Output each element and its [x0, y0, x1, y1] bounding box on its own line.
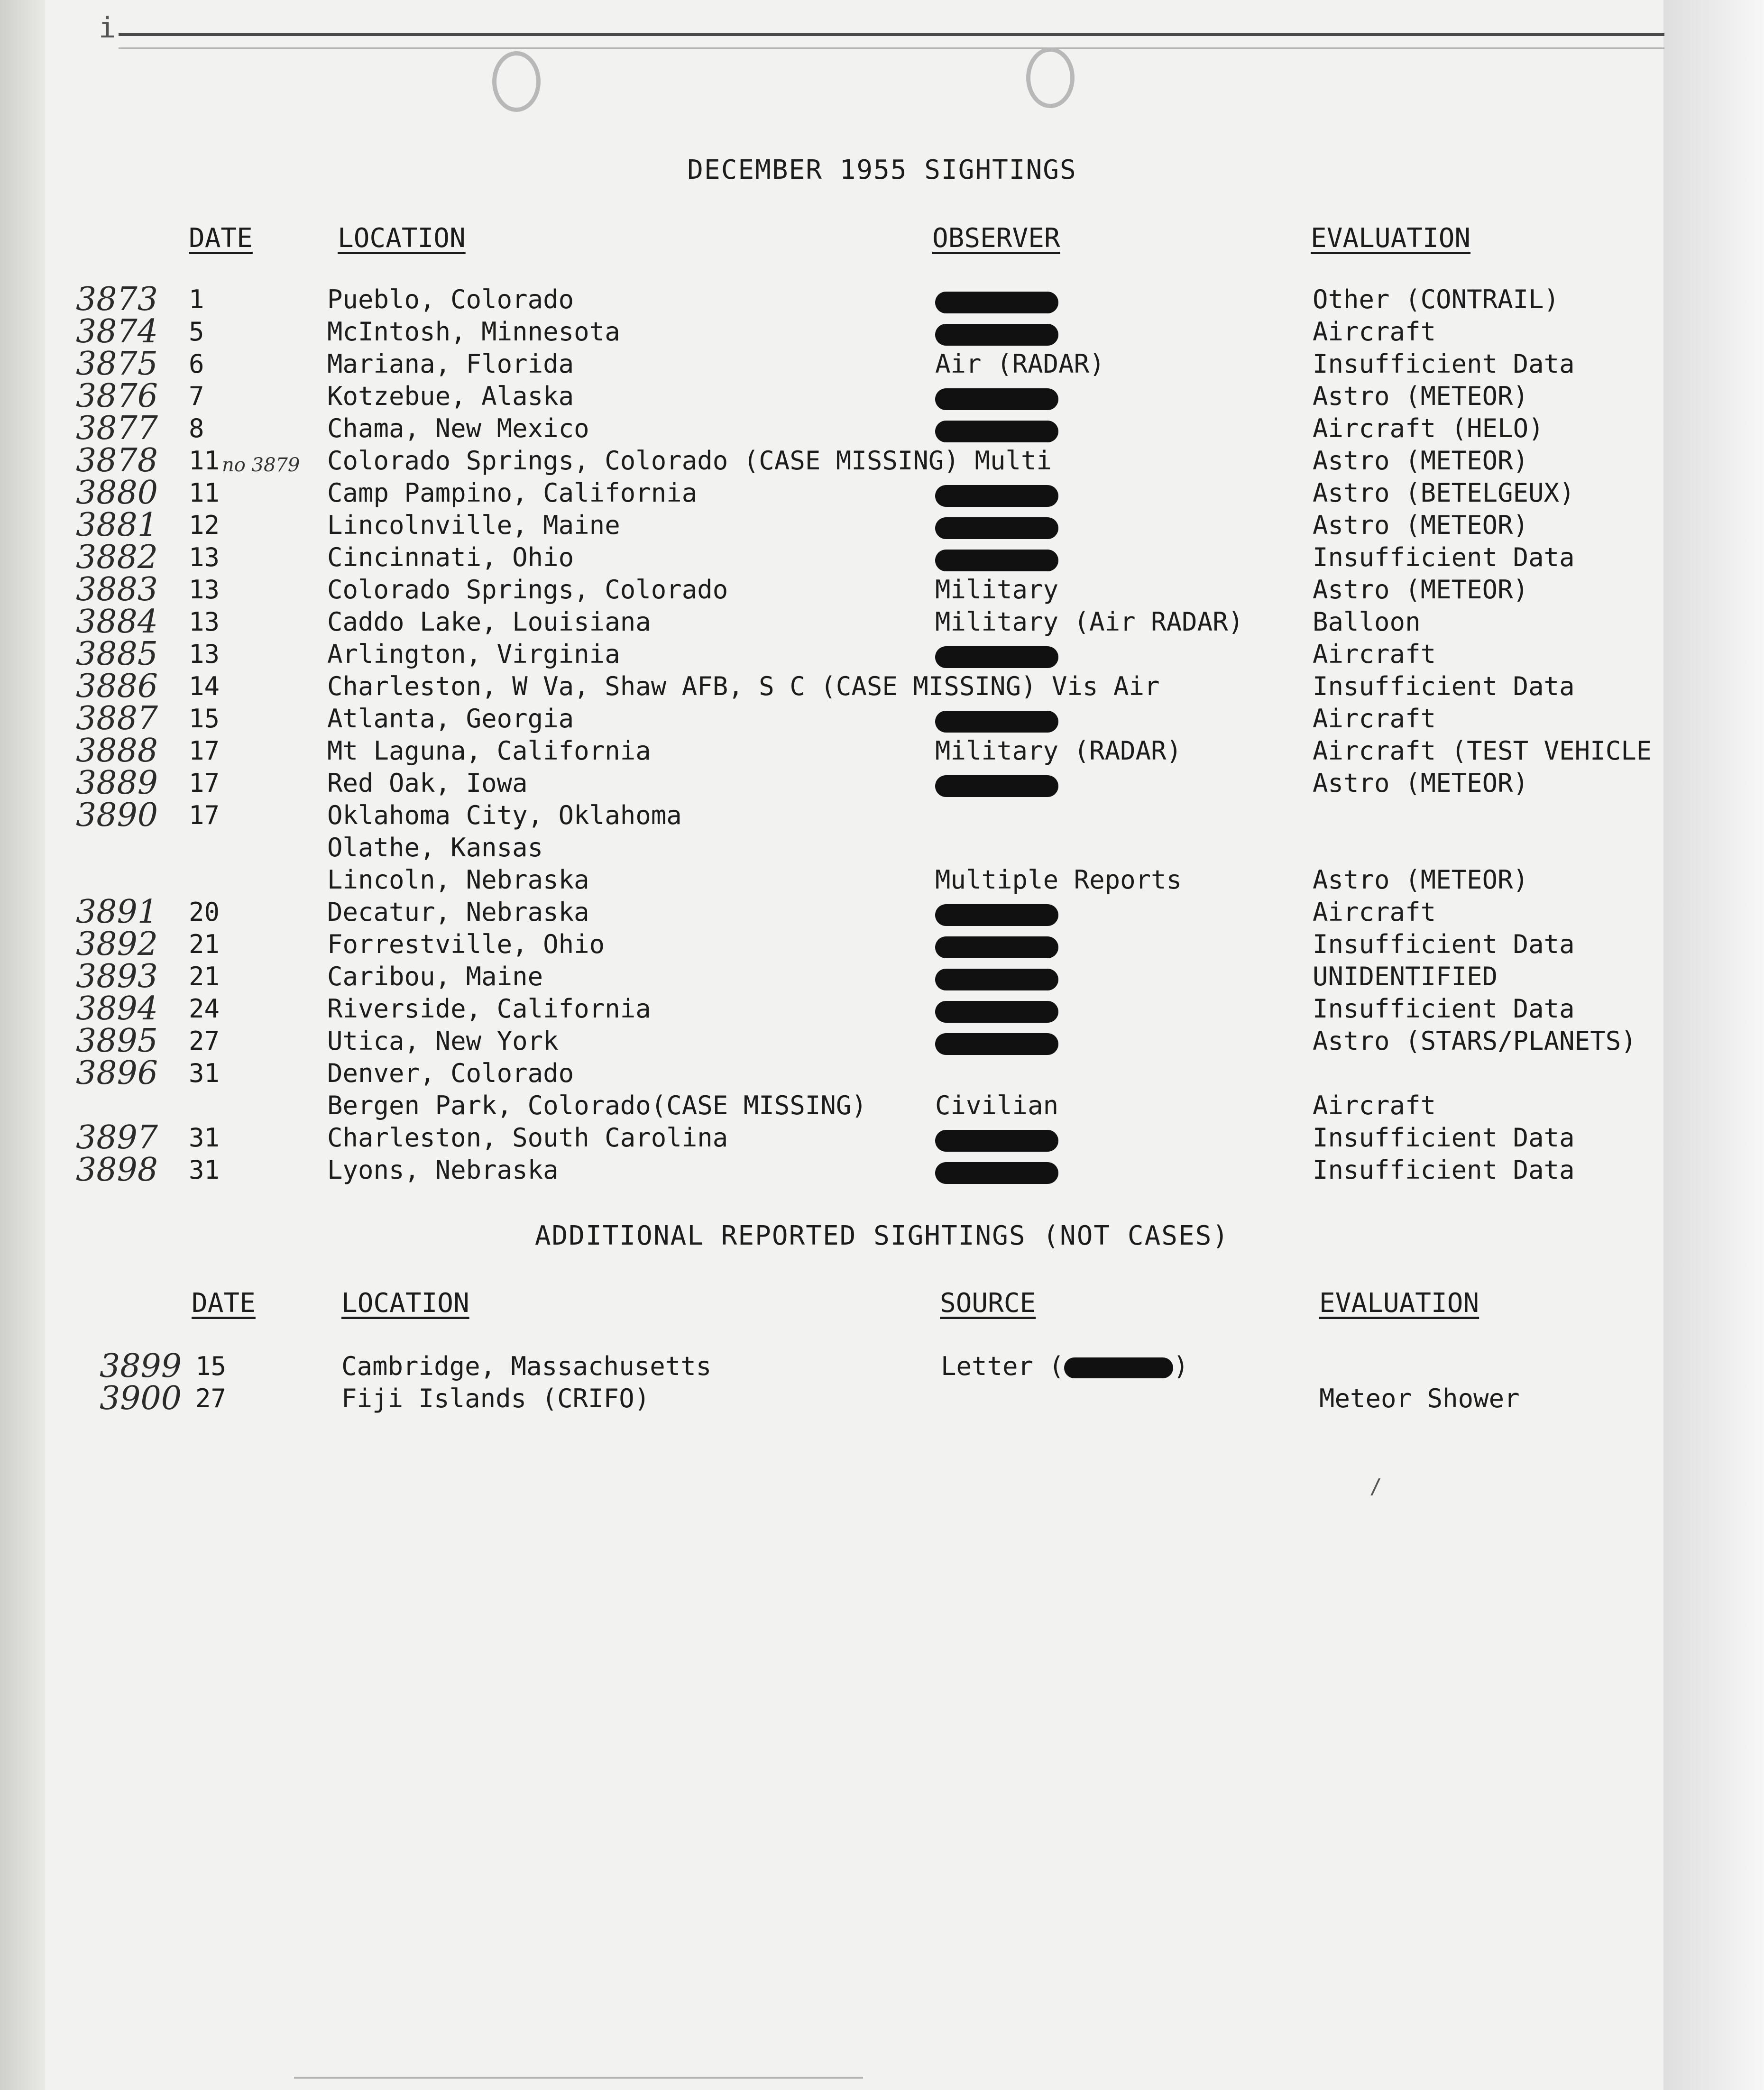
- case-number: 3886: [76, 668, 158, 705]
- case-number: 3899: [100, 1348, 182, 1385]
- table-row: [0, 958, 1764, 995]
- redaction-bar: [935, 936, 1058, 958]
- row-date: 7: [189, 381, 204, 411]
- case-number: 3873: [76, 281, 158, 318]
- row-date: 31: [189, 1058, 220, 1088]
- table-row: [0, 1054, 1764, 1092]
- row-date: 31: [189, 1155, 220, 1185]
- table-row: [0, 313, 1764, 350]
- case-number: 3894: [76, 990, 158, 1027]
- row-date: 20: [189, 897, 220, 927]
- row-observer: Military (RADAR): [935, 736, 1182, 766]
- table-row: [0, 668, 1764, 705]
- redaction-bar: [935, 711, 1058, 733]
- row-date: 21: [189, 962, 220, 991]
- punch-hole-right: [1026, 47, 1075, 108]
- row-location: Colorado Springs, Colorado (CASE MISSING) Multi: [327, 446, 1052, 476]
- row-observer: [935, 994, 1058, 1024]
- row-observer: Military (Air RADAR): [935, 607, 1244, 637]
- table-row: [0, 893, 1764, 931]
- table-row: [0, 281, 1764, 318]
- redaction-bar: [935, 1033, 1058, 1055]
- row-evaluation: Astro (METEOR): [1313, 446, 1529, 476]
- row-observer: [935, 1155, 1058, 1185]
- row-location: Lincolnville, Maine: [327, 510, 620, 540]
- row-evaluation: Aircraft (HELO): [1313, 413, 1544, 443]
- redaction-bar: [935, 485, 1058, 507]
- row-date: 13: [189, 575, 220, 605]
- row-evaluation: Astro (BETELGEUX): [1313, 478, 1575, 508]
- row-observer: [935, 704, 1058, 733]
- row-evaluation: Balloon: [1313, 607, 1421, 637]
- row-date: 21: [189, 929, 220, 959]
- stray-mark: /: [1369, 1475, 1382, 1499]
- row-location: Lyons, Nebraska: [327, 1155, 559, 1185]
- row-observer: Military: [935, 575, 1059, 605]
- row-observer: [935, 1026, 1058, 1056]
- row-observer: [935, 317, 1058, 347]
- row-evaluation: Astro (METEOR): [1313, 510, 1529, 540]
- row-evaluation: Astro (METEOR): [1313, 575, 1529, 605]
- table-row: [0, 474, 1764, 512]
- additional-row: [0, 1380, 1764, 1417]
- case-number: 3897: [76, 1119, 158, 1156]
- row-location: Mariana, Florida: [327, 349, 574, 379]
- case-number: 3889: [76, 764, 158, 802]
- additional-title: ADDITIONAL REPORTED SIGHTINGS (NOT CASES): [534, 1220, 1230, 1251]
- table-row: [0, 990, 1764, 1027]
- redaction-bar: [935, 550, 1058, 571]
- case-number: 3900: [100, 1380, 182, 1417]
- case-number: 3888: [76, 732, 158, 770]
- row-evaluation: Aircraft: [1313, 1091, 1436, 1120]
- redaction-bar: [935, 969, 1058, 990]
- top-border-line: [119, 33, 1664, 36]
- table-row: [0, 865, 1764, 897]
- redaction-bar: [935, 324, 1058, 346]
- table-row: [0, 764, 1764, 802]
- row-date: 13: [189, 607, 220, 637]
- row-evaluation: Insufficient Data: [1313, 542, 1575, 572]
- case-number: 3891: [76, 893, 158, 931]
- redaction-bar: [935, 775, 1058, 797]
- row-evaluation: Insufficient Data: [1313, 349, 1575, 379]
- row-observer: [935, 639, 1058, 669]
- row-location: Oklahoma City, Oklahoma: [327, 800, 682, 830]
- row-location: Riverside, California: [327, 994, 651, 1024]
- row-observer: [935, 929, 1058, 959]
- case-number: 3881: [76, 506, 158, 544]
- row-location: Camp Pampino, California: [327, 478, 698, 508]
- row-evaluation: Insufficient Data: [1313, 1155, 1575, 1185]
- row-observer: [935, 962, 1058, 991]
- row-date: 24: [189, 994, 220, 1024]
- redaction-bar: [935, 421, 1058, 442]
- case-number: 3895: [76, 1022, 158, 1060]
- additional-header-date: DATE: [192, 1288, 256, 1319]
- table-row: [0, 603, 1764, 641]
- top-border-line-faint: [119, 47, 1664, 49]
- case-number: 3874: [76, 313, 158, 350]
- source-close-paren: ): [1173, 1351, 1189, 1381]
- row-evaluation: Aircraft: [1313, 317, 1436, 347]
- case-number: 3892: [76, 926, 158, 963]
- row-evaluation: UNIDENTIFIED: [1313, 962, 1498, 991]
- table-row: [0, 732, 1764, 770]
- table-row: [0, 345, 1764, 383]
- row-location: Chama, New Mexico: [327, 413, 589, 443]
- row-location: Cincinnati, Ohio: [327, 542, 574, 572]
- row-date: 13: [189, 639, 220, 669]
- additional-row: [0, 1348, 1764, 1385]
- row-evaluation: Insufficient Data: [1313, 929, 1575, 959]
- row-date: 27: [189, 1026, 220, 1056]
- additional-header-location: LOCATION: [341, 1288, 469, 1319]
- row-observer: [935, 478, 1058, 508]
- row-location: Pueblo, Colorado: [327, 284, 574, 314]
- redaction-bar: [935, 1162, 1058, 1184]
- row-evaluation: Aircraft: [1313, 704, 1436, 733]
- case-number: 3893: [76, 958, 158, 995]
- row-date: 6: [189, 349, 204, 379]
- row-location: Decatur, Nebraska: [327, 897, 589, 927]
- row-location: Fiji Islands (CRIFO): [341, 1384, 650, 1413]
- row-evaluation: Aircraft (TEST VEHICLE: [1313, 736, 1652, 766]
- row-date: 31: [189, 1123, 220, 1153]
- case-number: 3876: [76, 377, 158, 415]
- row-observer: [935, 542, 1058, 572]
- row-location: Utica, New York: [327, 1026, 559, 1056]
- row-observer: [935, 1123, 1058, 1153]
- row-evaluation: Astro (STARS/PLANETS): [1313, 1026, 1636, 1056]
- row-location: Kotzebue, Alaska: [327, 381, 574, 411]
- row-location: Denver, Colorado: [327, 1058, 574, 1088]
- row-date: 17: [189, 800, 220, 830]
- row-evaluation: Astro (METEOR): [1313, 768, 1529, 798]
- case-number: 3887: [76, 700, 158, 737]
- row-evaluation: Astro (METEOR): [1313, 865, 1529, 895]
- case-number: 3890: [76, 797, 158, 834]
- row-location: Charleston, South Carolina: [327, 1123, 728, 1153]
- header-date: DATE: [189, 223, 253, 254]
- row-date: 17: [189, 736, 220, 766]
- row-date: 5: [189, 317, 204, 347]
- table-row: [0, 797, 1764, 834]
- document-title: DECEMBER 1955 SIGHTINGS: [687, 155, 1077, 185]
- row-date: 1: [189, 284, 204, 314]
- header-observer: OBSERVER: [932, 223, 1060, 254]
- table-row: [0, 539, 1764, 576]
- row-observer: [935, 768, 1058, 798]
- case-number: 3898: [76, 1151, 158, 1189]
- row-date: 11: [189, 478, 220, 508]
- case-number: 3882: [76, 539, 158, 576]
- row-date: 12: [189, 510, 220, 540]
- case-number: 3883: [76, 571, 158, 608]
- row-location: Forrestville, Ohio: [327, 929, 605, 959]
- row-evaluation: Aircraft: [1313, 639, 1436, 669]
- row-date: 17: [189, 768, 220, 798]
- row-date: 13: [189, 542, 220, 572]
- row-location: Lincoln, Nebraska: [327, 865, 589, 895]
- redaction-bar: [935, 1130, 1058, 1152]
- row-evaluation: Other (CONTRAIL): [1313, 284, 1560, 314]
- row-location: Bergen Park, Colorado(CASE MISSING): [327, 1091, 867, 1120]
- table-row: [0, 926, 1764, 963]
- row-date: 8: [189, 413, 204, 443]
- punch-hole-left: [492, 51, 541, 112]
- table-row: [0, 571, 1764, 608]
- header-location: LOCATION: [338, 223, 466, 254]
- row-location: McIntosh, Minnesota: [327, 317, 620, 347]
- row-location: Cambridge, Massachusetts: [341, 1351, 712, 1381]
- row-location: Charleston, W Va, Shaw AFB, S C (CASE MISSING) Vis Air: [327, 671, 1160, 701]
- row-location: Atlanta, Georgia: [327, 704, 574, 733]
- redaction-bar: [935, 646, 1058, 668]
- row-date: 15: [189, 704, 220, 733]
- table-row: [0, 377, 1764, 415]
- table-row: [0, 635, 1764, 673]
- table-row: [0, 700, 1764, 737]
- table-row: [0, 1022, 1764, 1060]
- redaction-bar: [935, 1001, 1058, 1023]
- bottom-border-line: [294, 2077, 863, 2079]
- additional-header-evaluation: EVALUATION: [1319, 1288, 1479, 1319]
- case-number: 3884: [76, 603, 158, 641]
- table-row: [0, 833, 1764, 865]
- row-observer: [935, 413, 1058, 443]
- case-number: 3878: [76, 442, 158, 479]
- case-number: 3885: [76, 635, 158, 673]
- row-date: 15: [195, 1351, 227, 1381]
- row-observer: Air (RADAR): [935, 349, 1105, 379]
- row-location: Colorado Springs, Colorado: [327, 575, 728, 605]
- table-row: [0, 410, 1764, 447]
- table-row: [0, 1151, 1764, 1189]
- row-source: Letter ( ): [941, 1351, 1189, 1381]
- case-number: 3875: [76, 345, 158, 383]
- corner-mark: i: [99, 11, 116, 45]
- table-row: [0, 1119, 1764, 1156]
- row-location: Olathe, Kansas: [327, 833, 543, 862]
- header-evaluation: EVALUATION: [1311, 223, 1471, 254]
- redaction-bar: [1064, 1357, 1173, 1378]
- row-date: 11: [189, 446, 220, 476]
- row-observer: [935, 510, 1058, 540]
- row-observer: [935, 381, 1058, 411]
- redaction-bar: [935, 388, 1058, 410]
- redaction-bar: [935, 292, 1058, 313]
- row-observer: [935, 897, 1058, 927]
- row-evaluation: Insufficient Data: [1313, 1123, 1575, 1153]
- row-evaluation: Aircraft: [1313, 897, 1436, 927]
- row-evaluation: Insufficient Data: [1313, 994, 1575, 1024]
- row-date: 27: [195, 1384, 227, 1413]
- row-evaluation: Insufficient Data: [1313, 671, 1575, 701]
- row-location: Red Oak, Iowa: [327, 768, 528, 798]
- row-date: 14: [189, 671, 220, 701]
- additional-header-source: SOURCE: [940, 1288, 1036, 1319]
- case-number: 3880: [76, 474, 158, 512]
- table-row: [0, 1091, 1764, 1123]
- row-location: Caribou, Maine: [327, 962, 543, 991]
- row-location: Caddo Lake, Louisiana: [327, 607, 651, 637]
- row-location: Mt Laguna, California: [327, 736, 651, 766]
- redaction-bar: [935, 517, 1058, 539]
- redaction-bar: [935, 904, 1058, 926]
- row-observer: Civilian: [935, 1091, 1059, 1120]
- row-evaluation: Astro (METEOR): [1313, 381, 1529, 411]
- case-number: 3896: [76, 1054, 158, 1092]
- row-evaluation: Meteor Shower: [1319, 1384, 1520, 1413]
- row-location: Arlington, Virginia: [327, 639, 620, 669]
- margin-note: no 3879: [222, 454, 300, 476]
- row-observer: [935, 284, 1058, 314]
- table-row: [0, 506, 1764, 544]
- case-number: 3877: [76, 410, 158, 447]
- row-observer: Multiple Reports: [935, 865, 1182, 895]
